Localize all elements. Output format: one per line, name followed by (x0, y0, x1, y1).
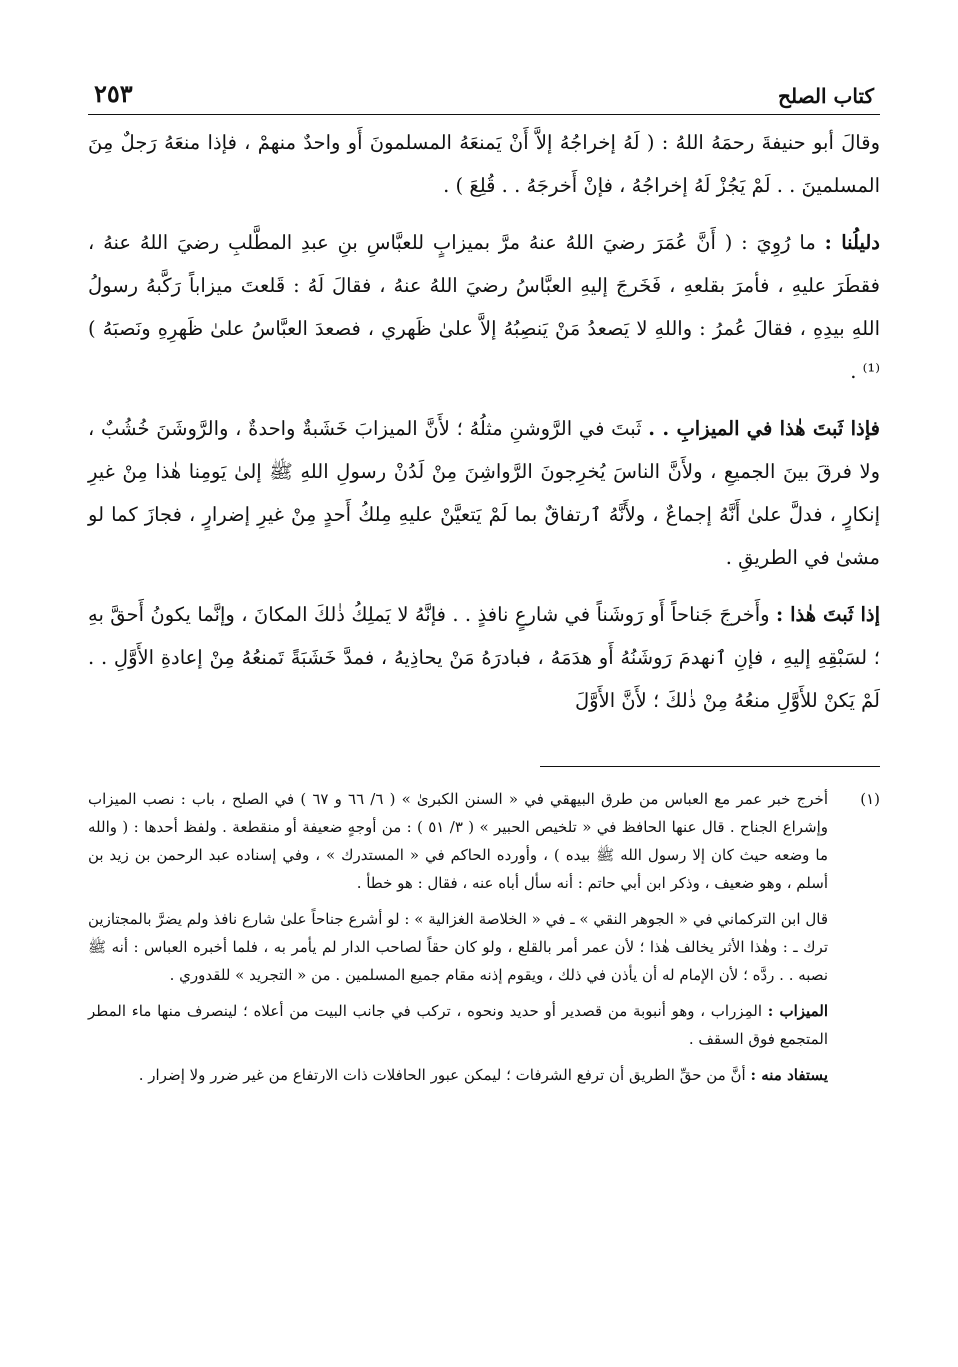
footnote-d-text: أنَّ من حقِّ الطريق أن ترفع الشرفات ؛ ليمكن عبور الحافلات ذات الارتفاع من غير ضرر ولا إضرار . (138, 1066, 746, 1084)
paragraph-4 (88, 593, 880, 722)
page-number: ٢٥٣ (94, 79, 133, 108)
paragraph-1-text: وقالَ أبو حنيفةَ رحمَهُ اللهُ : ( لَهُ إخراجُهُ إلاَّ أَنْ يَمنعَهُ المسلمونَ أَو واحدٌ منهمْ ، فإذا منعَهُ رَجلٌ مِنَ المسلمينَ . . لَمْ يَجُزْ لَهُ إخراجُهُ ، فإنْ أَخرجَهُ . . قُلِعَ ) . (88, 131, 880, 197)
footnote-number: (١) (860, 790, 880, 808)
footnotes (88, 785, 880, 1097)
paragraph-2-lead: دليلُنا : (824, 231, 880, 254)
footnote-1 (88, 785, 880, 1097)
footnote-body (88, 785, 828, 1097)
footnote-d-lead: يستفاد منه : (750, 1066, 828, 1084)
footnote-separator (540, 766, 880, 767)
paragraph-1 (88, 121, 880, 207)
page (88, 72, 880, 1103)
paragraph-3-text: ثَبتَ في الرَّوشنِ مثلُهُ ؛ لأَنَّ الميزابَ خَشَبةٌ واحدةٌ ، والرَّوشَنَ خُشُبٌ ، ولا فرقَ بينَ الجميعِ ، ولأَنَّ الناسَ يُخرِجونَ الرَّواشِنَ مِنْ لَدُنْ رسولِ اللهِ ﷺ إلىٰ يَومِنا هٰذا مِنْ غيرِ إنكارٍ ، فدلَّ علىٰ أَنَّهُ إجماعٌ ، ولأَنَّهُ ٱرتفاقٌ بما لَمْ يَتعيَّنْ عليهِ مِلكُ أَحدٍ مِنْ غيرِ إضرارٍ ، فجازَ كما لو مشىٰ في الطريقِ . (88, 417, 880, 569)
paragraph-4-text: وأَخرجَ جَناحاً أَو رَوشَناً في شارعٍ نافذٍ . . فإنَّهُ لا يَملِكُ ذٰلكَ المكانَ ، وإنَّما يكونُ أَحقَّ بهِ ؛ لسَبْقِهِ إليهِ ، فإنِ ٱنهدمَ رَوشَنُهُ أَو هدَمَهُ ، فبادرَهُ مَنْ يحاذِيهُ ، فمدَّ خَشَبَةً تَمنعُهُ مِنْ إعادةِ الأَوَّلِ . . لَمْ يَكنْ للأَوَّلِ منعُهُ مِنْ ذٰلكَ ؛ لأَنَّ الأَوَّلَ (88, 603, 880, 712)
footnote-paragraph-a: أخرج خبر عمر مع العباس من طرق البيهقي في « السنن الكبرىٰ » ( ٦/ ٦٦ و ٦٧ ) في الصلح ، باب : نصب الميزاب وإشراع الجناح . قال عنها الحافظ في « تلخيص الحبير » ( ٣/ ٥١ ) : من أوجهٍ ضعيفة أو منقطعة . ولفظ أحدها : ( والله ما وضعه حيث كان إلا رسول الله ﷺ بيده ) ، وأورده الحاكم في « المستدرك » ، وفي إسناده عبد الرحمن بن زيد بن أسلم ، وهو ضعيف ، وذكر ابن أبي حاتم : أنه سأل أباه عنه ، فقال : هو خطأ . (88, 790, 828, 892)
paragraph-2 (88, 221, 880, 393)
paragraph-2-text: ما رُوِيَ : ( أَنَّ عُمَرَ رضيَ اللهُ عنهُ مرَّ بميزابٍ للعبَّاسِ بنِ عبدِ المطَّلبِ رضيَ اللهُ عنهُ ، فقطَرَ عليهِ ، فأمرَ بقلعهِ ، فَخَرجَ إليهِ العبَّاسُ رضيَ اللهُ عنهُ ، فقالَ لَهُ : قَلعتَ ميزاباً رَكَّبهُ رسولُ اللهِ بيدِهِ ، فقالَ عُمرُ : واللهِ لا يَصعدُ مَنْ يَنصِبُهُ إلاَّ علىٰ ظَهري ، فصعدَ العبَّاسُ علىٰ ظَهرِهِ ونَصبَهُ )⁽¹⁾ . (88, 231, 880, 383)
chapter-title: كتاب الصلح (778, 84, 874, 108)
main-text (88, 121, 880, 722)
footnote-c-text: المِزراب ، وهو أنبوبة من قصدير أو حديد ونحوه ، تركب في جانب البيت من أعلاه ؛ لينصرف منها ماء المطر المتجمع فوق السقف . (88, 1002, 828, 1048)
footnote-paragraph-d (88, 1061, 828, 1089)
paragraph-3-lead: فإذا ثَبتَ هٰذا في الميزابِ . . (648, 417, 881, 440)
footnote-paragraph-c (88, 997, 828, 1053)
paragraph-4-lead: إذا ثَبتَ هٰذا : (775, 603, 880, 626)
footnote-paragraph-b: قال ابن التركماني في « الجوهر النقي » ـ في « الخلاصة الغزالية » : لو أشرع جناحاً علىٰ شارع نافذ ولم يضرَّ بالمجتازين ترك ـ : وهٰذا الأثر يخالف هٰذا ؛ لأن عمر أمر بالقلع ، ولو كان حقاً لصاحب الدار لم يأمر به ، فلما أخبره العباس : أنه ﷺ نصبه . . ردَّه ؛ لأن الإمام له أن يأذن في ذلك ، ويقوم إذنه مقام جميع المسلمين . من « التجريد » للقدوري . (88, 910, 828, 984)
page-header (88, 72, 880, 115)
footnote-c-lead: الميزاب : (767, 1002, 828, 1020)
paragraph-3 (88, 407, 880, 579)
